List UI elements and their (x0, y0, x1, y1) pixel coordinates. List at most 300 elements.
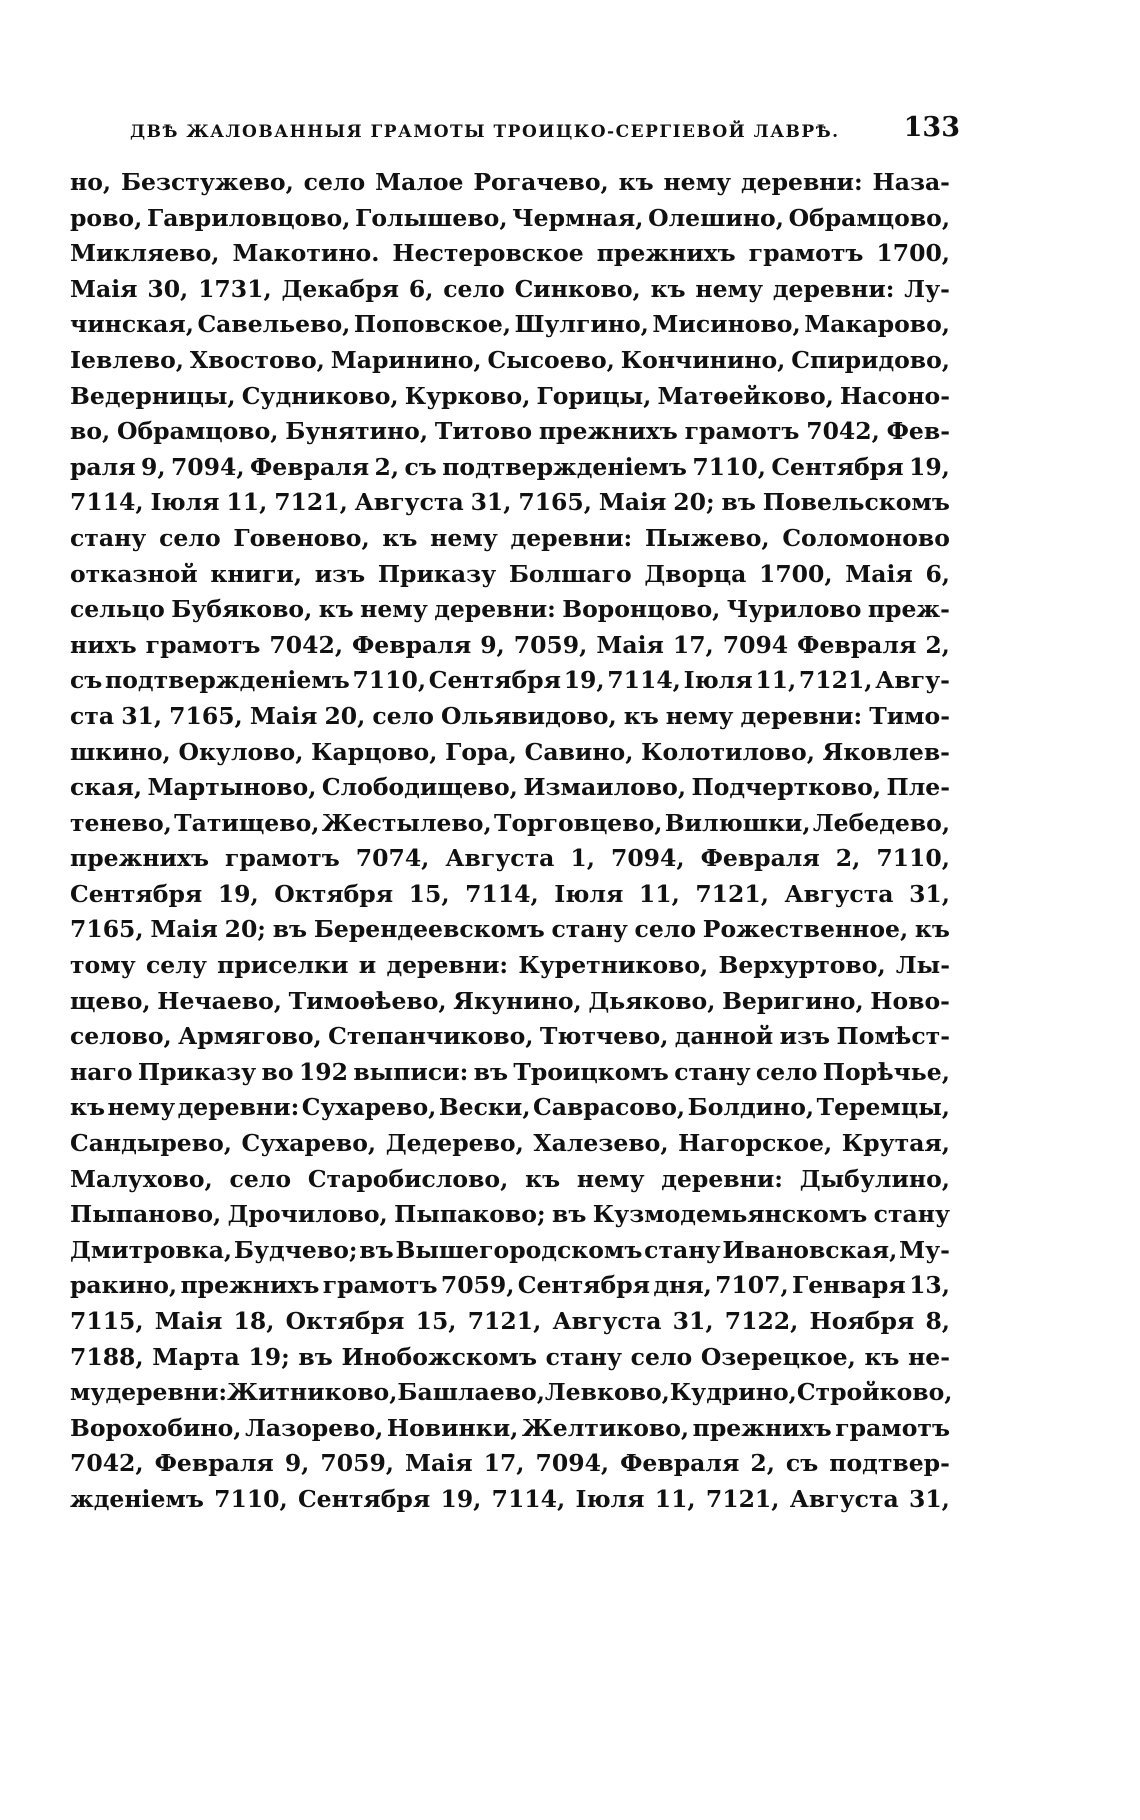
text-word: 7165, (518, 488, 592, 517)
text-word: 9, (141, 452, 166, 481)
text-word: Крутая, (841, 1129, 950, 1158)
text-word: Февраля (249, 452, 370, 481)
text-word: 7059, (513, 630, 588, 659)
text-word: 20; (673, 488, 715, 517)
text-word: выписи: (353, 1057, 469, 1086)
text-word: Сентября (771, 452, 904, 481)
text-word: Башлаево, (397, 1378, 545, 1407)
text-word: 9, (480, 630, 505, 659)
text-word: 7121, (274, 488, 348, 517)
text-word: 6, (408, 274, 434, 303)
text-line (70, 1485, 950, 1521)
text-line (70, 1343, 950, 1379)
text-word: Му- (899, 1235, 950, 1264)
text-word: село (634, 915, 697, 944)
text-word: 7121, (695, 879, 769, 908)
text-word: 30, (147, 274, 189, 303)
text-word: Маія (845, 559, 913, 588)
text-line (70, 666, 950, 702)
text-word: Августа (784, 879, 894, 908)
text-word: 20, (324, 701, 366, 730)
text-word: 7114, (607, 666, 681, 695)
body-text (70, 168, 953, 1521)
text-word: Карцово, (311, 737, 438, 766)
text-word: къ (914, 915, 950, 944)
text-word: деревни: (772, 274, 895, 303)
text-word: 7110, (876, 844, 950, 873)
text-word: Августа (552, 1307, 662, 1335)
text-word: 7122, (724, 1307, 799, 1335)
text-word: Кудрино, (669, 1378, 797, 1407)
text-word: нему (576, 1164, 645, 1193)
text-word: Вилюшки, (664, 808, 811, 837)
text-word: стану (545, 1342, 622, 1371)
text-word: тому (70, 951, 136, 980)
text-word: Лазорево, (245, 1413, 384, 1442)
text-word: 19; (248, 1342, 290, 1371)
text-word: Малое (375, 168, 464, 196)
text-word: Тимо- (869, 701, 950, 730)
text-word: Сентября (70, 879, 203, 908)
text-word: Макарово, (804, 310, 950, 339)
text-word: 7121, (467, 1307, 542, 1335)
text-line (70, 702, 950, 738)
text-line (70, 915, 950, 951)
text-word: стану (70, 523, 147, 552)
text-word: въ (721, 488, 756, 517)
text-word: не- (908, 1342, 950, 1371)
text-line (70, 773, 950, 809)
text-word: 7114, (491, 1484, 566, 1513)
text-line (70, 275, 950, 311)
text-word: село (630, 1342, 693, 1371)
text-line (70, 1058, 950, 1094)
text-word: къ (623, 701, 659, 730)
text-word: рово, (70, 203, 143, 232)
text-word: стану (644, 1235, 721, 1264)
text-word: Торговцево, (493, 808, 663, 837)
text-word: Нечаево, (157, 986, 282, 1015)
text-word: Якунино, (453, 986, 582, 1015)
text-word: Авгу- (875, 666, 950, 695)
text-word: 7074, (355, 844, 430, 873)
text-word: Курково, (404, 381, 531, 410)
text-word: Порѣчье, (822, 1057, 950, 1086)
text-word: Халезево, (533, 1129, 669, 1158)
text-line (70, 1236, 950, 1272)
text-word: 7165, (169, 701, 243, 730)
text-word: селу (145, 951, 207, 980)
text-line (70, 880, 950, 916)
text-word: подтвержденіемъ (105, 666, 350, 695)
text-word: 19, (217, 879, 259, 908)
text-word: Берендеевскомъ (313, 915, 545, 944)
text-word: Жестылево, (321, 808, 492, 837)
text-word: Микляево, (70, 239, 220, 268)
text-word: Февраля (797, 630, 917, 659)
text-word: Сухарево, (241, 1129, 377, 1158)
text-word: село (443, 274, 505, 303)
text-word: Инобожскомъ (341, 1342, 537, 1371)
text-word: Слободищево, (321, 773, 518, 802)
text-word: подтвержденіемъ (442, 452, 687, 481)
text-word: Вышегородскомъ (395, 1235, 643, 1264)
text-word: Пыжево, (644, 523, 770, 552)
text-word: Дьяково, (588, 986, 716, 1015)
text-word: Татищево, (174, 808, 320, 837)
text-word: Февраля (352, 630, 472, 659)
text-word: грамотъ (225, 844, 340, 873)
text-word: 31, (470, 488, 512, 517)
text-word: Бунятино, (285, 417, 429, 446)
text-word: къ (864, 1342, 900, 1371)
text-word: 19, (440, 1484, 482, 1513)
text-word: 18, (233, 1307, 275, 1335)
text-word: Болдино, (687, 1093, 815, 1122)
text-word: ская, (70, 773, 143, 802)
text-word: Декабря (281, 274, 400, 303)
text-word: Іюля (575, 1484, 645, 1513)
text-word: Чуриловo (726, 595, 862, 624)
text-word: 7042, (806, 417, 880, 446)
text-word: Гавриловцово, (146, 203, 351, 232)
text-word: 7094, (170, 452, 245, 481)
text-line (70, 595, 950, 631)
text-word: Генваря (792, 1271, 906, 1300)
text-word: му (70, 1378, 106, 1407)
text-word: приселки (217, 951, 349, 980)
text-word: Тютчево, (539, 1022, 669, 1051)
text-word: Старобислово, (307, 1164, 509, 1193)
text-word: отказной (70, 559, 198, 588)
text-word: Троицкомъ (513, 1057, 669, 1086)
text-word: Маія (405, 1449, 473, 1478)
text-word: Хвостово, (189, 345, 325, 374)
text-word: Наза- (872, 168, 950, 196)
text-word: 1, (570, 844, 595, 873)
text-word: 7107, (715, 1271, 789, 1300)
text-word: къ (318, 595, 354, 624)
text-word: 13, (909, 1271, 950, 1300)
text-word: стану (551, 915, 628, 944)
text-word: 7114, (465, 879, 539, 908)
text-word: съ (70, 666, 103, 695)
text-word: Февраля (154, 1449, 274, 1478)
text-word: къ (382, 523, 418, 552)
text-word: 7094, (535, 1449, 610, 1478)
text-word: Сентября (297, 1484, 431, 1513)
text-word: Іюля (150, 488, 220, 517)
text-word: 7165, (70, 915, 144, 944)
text-word: Фев- (886, 417, 950, 446)
text-word: Приказу (377, 559, 497, 588)
text-word: Дмитровка, (70, 1235, 233, 1264)
text-word: Февраля (700, 844, 820, 873)
text-word: во (261, 1057, 294, 1086)
text-word: 6, (925, 559, 950, 588)
text-word: преж- (867, 595, 950, 624)
text-word: жденіемъ (70, 1484, 204, 1513)
text-word: 7110, (692, 452, 766, 481)
text-word: 2, (374, 452, 400, 481)
text-word: Лебедево, (812, 808, 950, 837)
text-word: Синково, (514, 274, 641, 303)
text-word: стану (873, 1200, 950, 1229)
text-word: 15, (408, 879, 450, 908)
text-word: Измаилово, (523, 773, 687, 802)
text-word: Яковлев- (822, 737, 950, 766)
text-word: стану (674, 1057, 751, 1086)
text-word: Спиридово, (791, 345, 950, 374)
text-line (70, 168, 950, 204)
text-word: прежнихъ (692, 1413, 832, 1442)
text-line (70, 204, 950, 240)
text-word: Дворца (644, 559, 747, 588)
text-word: Обрамцово, (117, 417, 279, 446)
text-word: 31, (908, 1484, 950, 1513)
text-word: Гора, (445, 737, 517, 766)
text-word: Сухарево, (301, 1093, 437, 1122)
text-word: Макотино. (232, 239, 380, 268)
text-word: Степанчиково, (328, 1022, 534, 1051)
text-word: 19, (563, 666, 605, 695)
text-line (70, 738, 950, 774)
text-word: Маія (596, 630, 664, 659)
text-word: Подчертково, (691, 773, 882, 802)
text-word: Пыпаново, (70, 1200, 222, 1229)
text-line (70, 1307, 950, 1343)
text-word: Ноября (809, 1307, 915, 1335)
text-word: къ (525, 1164, 561, 1193)
text-word: шкино, (70, 737, 171, 766)
text-word: ста (70, 701, 115, 730)
text-word: село (755, 1057, 818, 1086)
running-header (130, 112, 960, 152)
text-line (70, 1093, 950, 1129)
text-word: прежнихъ (596, 239, 736, 268)
text-word: 17, (483, 1449, 525, 1478)
text-word: Сысоево, (487, 345, 615, 374)
text-word: ракино, (70, 1271, 178, 1300)
text-word: Судниково, (241, 381, 399, 410)
text-word: въ (272, 915, 308, 944)
text-word: грамотъ (145, 630, 261, 659)
text-word: Помѣст- (836, 1022, 950, 1051)
text-line (70, 1449, 950, 1485)
text-word: Октября (285, 1307, 405, 1335)
text-word: изъ (779, 1022, 831, 1051)
text-word: Сентября (517, 1271, 651, 1300)
text-word: Марта (152, 1342, 240, 1371)
text-word: Ивановская, (722, 1235, 898, 1264)
text-word: Матѳейково, (657, 381, 834, 410)
text-word: Олешино, (648, 203, 784, 232)
text-word: Соломоново (782, 523, 950, 552)
text-line (70, 987, 950, 1023)
text-word: 11, (654, 1484, 696, 1513)
text-word: подтвер- (829, 1449, 950, 1478)
text-word: Пыпаково; (394, 1200, 546, 1229)
running-title: ДВѢ ЖАЛОВАННЫЯ ГРАМОТЫ ТРОИЦКО-СЕРГІЕВОЙ ЛАВРѢ. (130, 122, 840, 142)
text-line (70, 631, 950, 667)
text-word: Воронцово, (562, 595, 721, 624)
text-word: Верхуртово, (718, 951, 886, 980)
text-line (70, 1414, 950, 1450)
text-word: деревни: (177, 1093, 300, 1122)
text-word: 11, (638, 879, 680, 908)
text-word: грамотъ (835, 1413, 950, 1442)
text-word: нихъ (70, 630, 137, 659)
text-word: Маія (598, 488, 667, 517)
text-word: къ (618, 168, 654, 196)
text-word: въ (552, 1200, 587, 1229)
text-word: Ворохобино, (70, 1413, 242, 1442)
text-word: Нестеровское (392, 239, 584, 268)
text-word: 2, (835, 844, 861, 873)
text-word: Дыбулино, (799, 1164, 950, 1193)
text-word: Іевлево, (70, 345, 184, 374)
text-word: селово, (70, 1022, 172, 1051)
text-word: 11, (226, 488, 268, 517)
text-word: 7121, (798, 666, 873, 695)
text-word: 7110, (352, 666, 427, 695)
text-word: 7042, (269, 630, 344, 659)
text-word: 7110, (214, 1484, 288, 1513)
text-word: сельцо (70, 595, 165, 624)
text-word: Іюля (683, 666, 753, 695)
text-word: Новинки, (386, 1413, 519, 1442)
text-word: Ольявидово, (441, 701, 617, 730)
text-word: нему (695, 274, 763, 303)
text-word: Рожественное, (702, 915, 909, 944)
text-word: Безстужево, (120, 168, 294, 196)
text-word: 31, (672, 1307, 714, 1335)
text-word: дня, (653, 1271, 712, 1300)
text-word: Рогачево, (473, 168, 609, 196)
text-line (70, 524, 950, 560)
text-word: деревни: (105, 1378, 228, 1407)
text-word: Ведерницы, (70, 381, 236, 410)
text-word: Кузмодемьянскомъ (592, 1200, 868, 1229)
text-word: Маія (70, 274, 138, 303)
text-word: Насоно- (839, 381, 950, 410)
text-word: Лы- (895, 951, 950, 980)
text-word: деревни: (740, 168, 863, 196)
text-word: Желтиково, (521, 1413, 690, 1442)
text-word: во, (70, 417, 111, 446)
text-word: Августа (354, 488, 464, 517)
text-word: Болшаго (508, 559, 632, 588)
text-word: Дрочилово, (227, 1200, 388, 1229)
text-word: но, (70, 168, 112, 196)
text-word: деревни: (386, 951, 509, 980)
text-word: 1700, (758, 559, 833, 588)
text-word: Левково, (544, 1378, 670, 1407)
text-word: 7059, (440, 1271, 515, 1300)
text-word: Стройково, (796, 1378, 953, 1407)
text-word: Маія (249, 701, 318, 730)
text-line (70, 1165, 950, 1201)
text-word: деревни: (740, 701, 863, 730)
text-word: Августа (789, 1484, 899, 1513)
text-line (70, 844, 950, 880)
text-line (70, 239, 950, 275)
text-word: 7188, (70, 1342, 144, 1371)
text-word: Озерецкое, (700, 1342, 856, 1371)
text-word: Савино, (524, 737, 634, 766)
text-word: Мартыново, (147, 773, 317, 802)
text-word: къ (650, 274, 686, 303)
text-word: Іюля (554, 879, 624, 908)
text-word: Маія (150, 915, 218, 944)
text-word: грамотъ (684, 417, 800, 446)
text-word: Нагорское, (678, 1129, 833, 1158)
text-word: наго (70, 1057, 133, 1086)
text-word: Пле- (886, 773, 950, 802)
text-line (70, 951, 950, 987)
text-word: село (159, 523, 221, 552)
text-word: 8, (925, 1307, 950, 1335)
text-word: Колотилово, (641, 737, 815, 766)
text-word: раля (70, 452, 136, 481)
text-word: Саврасово, (533, 1093, 686, 1122)
text-line (70, 1022, 950, 1058)
text-word: нему (665, 701, 734, 730)
text-word: деревни: (661, 1164, 783, 1193)
text-line (70, 1129, 950, 1165)
text-word: Будчево; (233, 1235, 358, 1264)
text-word: Теремцы, (816, 1093, 950, 1122)
text-word: Октября (274, 879, 394, 908)
text-line (70, 1200, 950, 1236)
text-line (70, 417, 950, 453)
text-word: 7115, (70, 1307, 144, 1335)
text-word: Ново- (870, 986, 950, 1015)
text-line (70, 382, 950, 418)
text-word: 192 (298, 1057, 348, 1086)
text-word: село (372, 701, 434, 730)
text-word: къ (70, 1093, 105, 1122)
text-word: Малухово, (70, 1164, 213, 1193)
page-number: 133 (903, 112, 960, 143)
text-line (70, 1378, 953, 1414)
text-word: Сентября (428, 666, 561, 695)
text-word: Бубяково, (171, 595, 313, 624)
text-word: Житниково, (227, 1378, 398, 1407)
text-word: село (229, 1164, 292, 1193)
text-line (70, 453, 950, 489)
text-word: 7121, (705, 1484, 780, 1513)
text-word: 31, (909, 879, 950, 908)
text-word: 7059, (320, 1449, 394, 1478)
text-word: Савельево, (197, 310, 351, 339)
text-word: данной (674, 1022, 774, 1051)
text-word: прежнихъ (180, 1271, 320, 1300)
text-word: Кончинино, (620, 345, 786, 374)
text-word: 9, (284, 1449, 310, 1478)
text-word: нему (107, 1093, 176, 1122)
text-word: въ (298, 1342, 333, 1371)
text-word: Приказу (137, 1057, 257, 1086)
text-word: Обрамцово, (788, 203, 950, 232)
text-word: 1731, (198, 274, 272, 303)
text-word: 1700, (876, 239, 950, 268)
text-word: Веригино, (722, 986, 864, 1015)
text-word: Шулгино, (514, 310, 649, 339)
text-word: село (303, 168, 366, 196)
text-word: Повельскомъ (762, 488, 950, 517)
text-word: изъ (314, 559, 366, 588)
